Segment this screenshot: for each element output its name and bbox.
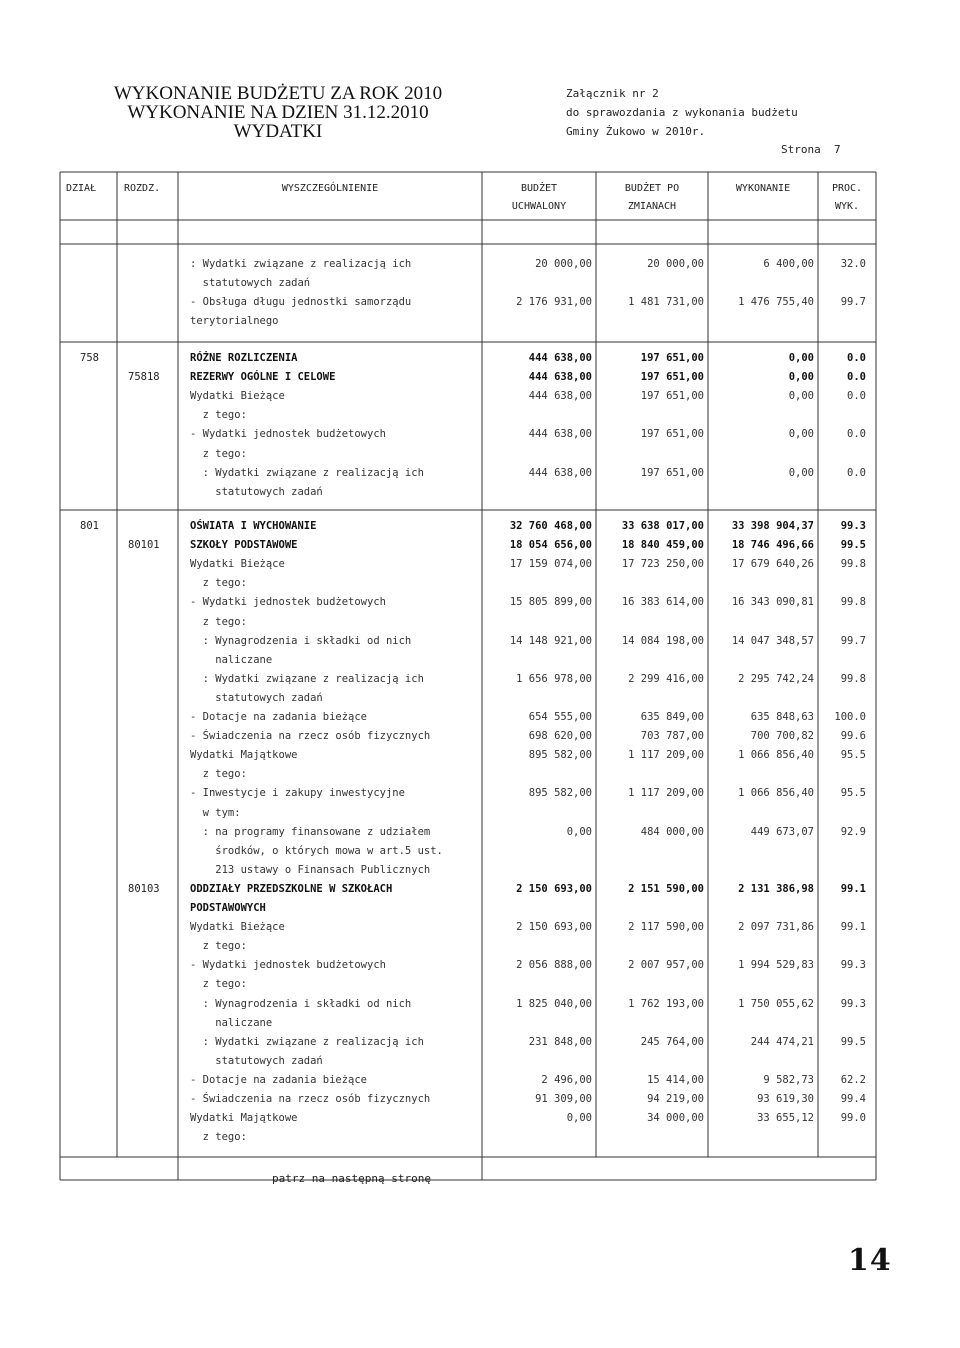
budget-adopted-cell: 0,00 <box>566 826 592 838</box>
row-description: - Świadczenia na rzecz osób fizycznych <box>190 730 431 742</box>
budget-amended-cell: 18 840 459,00 <box>621 539 704 551</box>
percent-cell: 95.5 <box>840 749 866 761</box>
execution-cell: 1 750 055,62 <box>738 998 814 1010</box>
budget-adopted-cell: 2 176 931,00 <box>516 296 592 308</box>
budget-adopted-cell: 17 159 074,00 <box>509 558 592 570</box>
execution-cell: 6 400,00 <box>763 258 814 270</box>
budget-amended-cell: 34 000,00 <box>647 1112 704 1124</box>
row-description: - Obsługa długu jednostki samorządu <box>190 296 412 308</box>
row-description: Wydatki Majątkowe <box>190 1112 298 1124</box>
row-description: statutowych zadań <box>190 277 311 289</box>
row-description: naliczane <box>190 1017 273 1029</box>
budget-adopted-cell: 18 054 656,00 <box>509 539 592 551</box>
row-description: PODSTAWOWYCH <box>190 902 266 914</box>
row-description: : Wydatki związane z realizacją ich <box>190 1036 424 1048</box>
percent-cell: 99.5 <box>840 539 866 551</box>
budget-adopted-cell: 444 638,00 <box>528 428 592 440</box>
budget-adopted-cell: 2 150 693,00 <box>516 883 592 895</box>
row-description: : Wydatki związane z realizacją ich <box>190 467 424 479</box>
execution-cell: 449 673,07 <box>750 826 814 838</box>
column-header-po-zmianach-1: BUDŻET PO <box>624 183 680 194</box>
execution-cell: 1 066 856,40 <box>738 787 814 799</box>
execution-cell: 33 655,12 <box>757 1112 814 1124</box>
percent-cell: 99.6 <box>840 730 866 742</box>
budget-amended-cell: 197 651,00 <box>640 390 704 402</box>
budget-adopted-cell: 444 638,00 <box>528 467 592 479</box>
row-description: z tego: <box>190 577 247 589</box>
percent-cell: 99.7 <box>840 296 866 308</box>
budget-amended-cell: 94 219,00 <box>647 1093 704 1105</box>
budget-amended-cell: 15 414,00 <box>647 1074 704 1086</box>
budget-amended-cell: 197 651,00 <box>640 428 704 440</box>
row-description: - Wydatki jednostek budżetowych <box>190 959 386 971</box>
budget-amended-cell: 197 651,00 <box>640 352 704 364</box>
annex-line-3: Gminy Żukowo w 2010r. <box>566 125 706 138</box>
percent-cell: 99.0 <box>840 1112 866 1124</box>
column-header-wykonanie: WYKONANIE <box>735 183 791 194</box>
execution-cell: 2 295 742,24 <box>738 673 814 685</box>
budget-amended-cell: 635 849,00 <box>640 711 704 723</box>
budget-amended-cell: 1 117 209,00 <box>628 787 704 799</box>
rozdzial-code: 80103 <box>128 883 160 895</box>
row-description: naliczane <box>190 654 273 666</box>
execution-cell: 1 066 856,40 <box>738 749 814 761</box>
budget-adopted-cell: 2 496,00 <box>541 1074 592 1086</box>
row-description: statutowych zadań <box>190 486 323 498</box>
row-description: statutowych zadań <box>190 1055 323 1067</box>
budget-amended-cell: 20 000,00 <box>647 258 704 270</box>
percent-cell: 99.3 <box>840 998 866 1010</box>
execution-cell: 700 700,82 <box>750 730 814 742</box>
percent-cell: 0.0 <box>847 390 866 402</box>
column-header-budzet-1: BUDŻET <box>520 183 558 194</box>
percent-cell: 0.0 <box>847 467 866 479</box>
budget-amended-cell: 2 117 590,00 <box>628 921 704 933</box>
title-line-3: WYDATKI <box>233 121 323 142</box>
row-description: z tego: <box>190 940 247 952</box>
budget-adopted-cell: 444 638,00 <box>528 371 592 383</box>
budget-amended-cell: 2 299 416,00 <box>628 673 704 685</box>
report-title <box>78 84 478 141</box>
budget-adopted-cell: 20 000,00 <box>535 258 592 270</box>
percent-cell: 99.7 <box>840 635 866 647</box>
budget-adopted-cell: 444 638,00 <box>528 390 592 402</box>
execution-cell: 14 047 348,57 <box>731 635 814 647</box>
budget-adopted-cell: 15 805 899,00 <box>509 596 592 608</box>
rozdzial-code: 80101 <box>128 539 160 551</box>
percent-cell: 95.5 <box>840 787 866 799</box>
title-line-1: WYKONANIE BUDŻETU ZA ROK 2010 <box>113 83 443 104</box>
percent-cell: 32.0 <box>840 258 866 270</box>
row-description: : Wydatki związane z realizacją ich <box>190 258 412 270</box>
row-description: Wydatki Bieżące <box>190 921 285 933</box>
budget-adopted-cell: 1 825 040,00 <box>516 998 592 1010</box>
percent-cell: 62.2 <box>840 1074 866 1086</box>
execution-cell: 0,00 <box>788 467 814 479</box>
percent-cell: 0.0 <box>847 352 866 364</box>
execution-cell: 2 131 386,98 <box>738 883 814 895</box>
dzial-code: 758 <box>80 352 99 364</box>
budget-adopted-cell: 895 582,00 <box>528 749 592 761</box>
row-description: Wydatki Majątkowe <box>190 749 298 761</box>
title-line-2: WYKONANIE NA DZIEN 31.12.2010 <box>127 102 429 123</box>
budget-adopted-cell: 2 150 693,00 <box>516 921 592 933</box>
execution-cell: 93 619,30 <box>757 1093 814 1105</box>
execution-cell: 9 582,73 <box>763 1074 814 1086</box>
budget-amended-cell: 703 787,00 <box>640 730 704 742</box>
execution-cell: 0,00 <box>788 352 814 364</box>
row-description: - Dotacje na zadania bieżące <box>190 711 368 723</box>
row-description: - Wydatki jednostek budżetowych <box>190 428 386 440</box>
budget-amended-cell: 484 000,00 <box>640 826 704 838</box>
execution-cell: 18 746 496,66 <box>731 539 814 551</box>
execution-cell: 33 398 904,37 <box>731 520 814 532</box>
column-header-dzial: DZIAŁ <box>66 183 97 194</box>
budget-amended-cell: 17 723 250,00 <box>621 558 704 570</box>
row-description: : Wynagrodzenia i składki od nich <box>190 998 412 1010</box>
execution-cell: 0,00 <box>788 390 814 402</box>
budget-adopted-cell: 654 555,00 <box>528 711 592 723</box>
row-description: : na programy finansowane z udziałem <box>190 826 431 838</box>
budget-adopted-cell: 231 848,00 <box>528 1036 592 1048</box>
budget-amended-cell: 1 762 193,00 <box>628 998 704 1010</box>
row-description: Wydatki Bieżące <box>190 558 285 570</box>
row-description: - Świadczenia na rzecz osób fizycznych <box>190 1093 431 1105</box>
row-description: z tego: <box>190 978 247 990</box>
execution-cell: 244 474,21 <box>750 1036 814 1048</box>
execution-cell: 0,00 <box>788 371 814 383</box>
percent-cell: 100.0 <box>834 711 866 723</box>
row-description: : Wydatki związane z realizacją ich <box>190 673 424 685</box>
row-description: - Wydatki jednostek budżetowych <box>190 596 386 608</box>
annex-line-2: do sprawozdania z wykonania budżetu <box>566 106 798 119</box>
budget-amended-cell: 1 481 731,00 <box>628 296 704 308</box>
column-header-proc-2: WYK. <box>834 201 860 212</box>
budget-adopted-cell: 0,00 <box>566 1112 592 1124</box>
budget-adopted-cell: 895 582,00 <box>528 787 592 799</box>
budget-amended-cell: 197 651,00 <box>640 371 704 383</box>
budget-amended-cell: 16 383 614,00 <box>621 596 704 608</box>
column-header-rozdz: ROZDZ. <box>124 183 161 194</box>
budget-amended-cell: 14 084 198,00 <box>621 635 704 647</box>
budget-adopted-cell: 1 656 978,00 <box>516 673 592 685</box>
execution-cell: 2 097 731,86 <box>738 921 814 933</box>
budget-amended-cell: 2 151 590,00 <box>628 883 704 895</box>
percent-cell: 0.0 <box>847 428 866 440</box>
continued-note: patrz na następną stronę <box>272 1172 431 1185</box>
execution-cell: 0,00 <box>788 428 814 440</box>
percent-cell: 99.5 <box>840 1036 866 1048</box>
row-description: z tego: <box>190 448 247 460</box>
percent-cell: 99.8 <box>840 558 866 570</box>
execution-cell: 1 994 529,83 <box>738 959 814 971</box>
row-description: - Dotacje na zadania bieżące <box>190 1074 368 1086</box>
percent-cell: 92.9 <box>840 826 866 838</box>
budget-adopted-cell: 14 148 921,00 <box>509 635 592 647</box>
row-description: statutowych zadań <box>190 692 323 704</box>
row-description: z tego: <box>190 616 247 628</box>
column-header-opis: WYSZCZEGÓLNIENIE <box>281 183 379 194</box>
row-description: 213 ustawy o Finansach Publicznych <box>190 864 431 876</box>
budget-adopted-cell: 91 309,00 <box>535 1093 592 1105</box>
budget-amended-cell: 33 638 017,00 <box>621 520 704 532</box>
row-description: REZERWY OGÓLNE I CELOWE <box>190 371 336 383</box>
annex-line-1: Załącznik nr 2 <box>566 87 659 100</box>
budget-amended-cell: 245 764,00 <box>640 1036 704 1048</box>
page-label: Strona 7 <box>781 143 841 156</box>
percent-cell: 99.8 <box>840 596 866 608</box>
percent-cell: 99.3 <box>840 520 866 532</box>
rozdzial-code: 75818 <box>128 371 160 383</box>
percent-cell: 99.8 <box>840 673 866 685</box>
row-description: w tym: <box>190 807 241 819</box>
execution-cell: 16 343 090,81 <box>731 596 814 608</box>
execution-cell: 1 476 755,40 <box>738 296 814 308</box>
row-description: RÓŻNE ROZLICZENIA <box>190 352 298 364</box>
row-description: środków, o których mowa w art.5 ust. <box>190 845 443 857</box>
execution-cell: 17 679 640,26 <box>731 558 814 570</box>
budget-amended-cell: 2 007 957,00 <box>628 959 704 971</box>
budget-amended-cell: 197 651,00 <box>640 467 704 479</box>
percent-cell: 99.1 <box>840 921 866 933</box>
row-description: SZKOŁY PODSTAWOWE <box>190 539 298 551</box>
row-description: z tego: <box>190 409 247 421</box>
page-number: 14 <box>848 1243 892 1278</box>
budget-adopted-cell: 698 620,00 <box>528 730 592 742</box>
percent-cell: 99.1 <box>840 883 866 895</box>
budget-amended-cell: 1 117 209,00 <box>628 749 704 761</box>
execution-cell: 635 848,63 <box>750 711 814 723</box>
column-header-proc-1: PROC. <box>831 183 863 194</box>
dzial-code: 801 <box>80 520 99 532</box>
budget-adopted-cell: 2 056 888,00 <box>516 959 592 971</box>
percent-cell: 99.4 <box>840 1093 866 1105</box>
row-description: z tego: <box>190 1131 247 1143</box>
row-description: terytorialnego <box>190 315 279 327</box>
row-description: OŚWIATA I WYCHOWANIE <box>190 520 317 532</box>
row-description: ODDZIAŁY PRZEDSZKOLNE W SZKOŁACH <box>190 883 393 895</box>
row-description: z tego: <box>190 768 247 780</box>
row-description: Wydatki Bieżące <box>190 390 285 402</box>
annex-note <box>566 84 798 141</box>
percent-cell: 0.0 <box>847 371 866 383</box>
row-description: - Inwestycje i zakupy inwestycyjne <box>190 787 405 799</box>
row-description: : Wynagrodzenia i składki od nich <box>190 635 412 647</box>
column-header-budzet-2: UCHWALONY <box>511 201 567 212</box>
budget-adopted-cell: 444 638,00 <box>528 352 592 364</box>
percent-cell: 99.3 <box>840 959 866 971</box>
column-header-po-zmianach-2: ZMIANACH <box>627 201 677 212</box>
budget-adopted-cell: 32 760 468,00 <box>509 520 592 532</box>
